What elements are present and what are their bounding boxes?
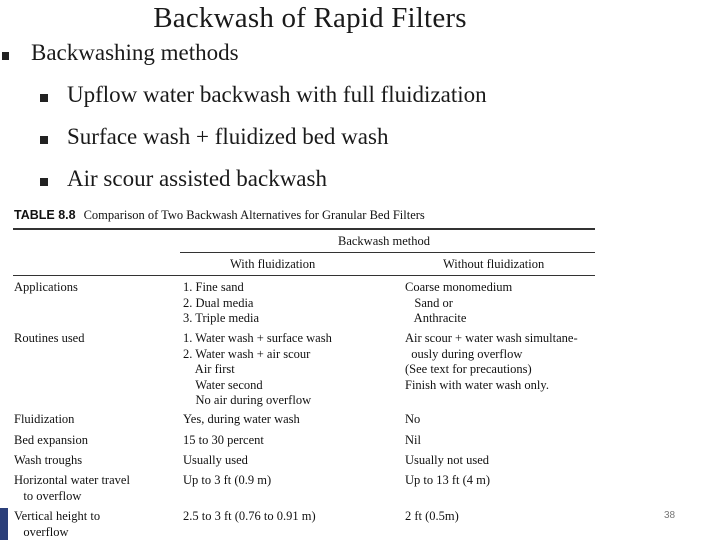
row-without-value: Usually not used [405,453,490,467]
row-with-value: Up to 3 ft (0.9 m) [183,473,272,487]
column-header-with: With fluidization [230,257,316,271]
header-bottom-rule [13,275,595,276]
table-caption-text: Comparison of Two Backwash Alternatives for Granular Bed Filters [83,208,425,222]
row-label: Wash troughs [14,453,83,467]
square-bullet-icon [40,136,48,144]
group-header-rule [180,252,595,253]
page-number: 38 [664,510,676,521]
row-without-value: Air scour + water wash simultane- ously during overflow (See text for precautions) Finish with water wash only. [405,331,578,392]
slide-title: Backwash of Rapid Filters [153,2,467,34]
row-label: Vertical height to overflow [14,509,101,539]
row-label: Fluidization [14,412,75,426]
row-without-value: Nil [405,433,421,447]
row-label: Horizontal water travel to overflow [14,473,130,503]
main-bullet-text: Backwashing methods [31,40,239,65]
group-header: Backwash method [338,234,430,248]
table-caption [14,208,425,223]
table-top-rule [13,228,595,230]
row-with-value: 15 to 30 percent [183,433,264,447]
sub-bullet-text: Air scour assisted backwash [67,166,327,191]
column-header-without: Without fluidization [443,257,545,271]
row-without-value: Up to 13 ft (4 m) [405,473,491,487]
slide-edge-decoration [0,508,8,540]
square-bullet-icon [40,94,48,102]
row-with-value: Yes, during water wash [183,412,300,426]
row-label: Routines used [14,331,85,345]
square-bullet-icon [40,178,48,186]
row-label: Bed expansion [14,433,88,447]
row-with-value: Usually used [183,453,248,467]
sub-bullet-text: Surface wash + fluidized bed wash [67,124,389,149]
row-with-value: 2.5 to 3 ft (0.76 to 0.91 m) [183,509,316,523]
square-bullet-icon [2,52,9,60]
table-label: TABLE 8.8 [14,208,76,222]
row-without-value: No [405,412,421,426]
row-label: Applications [14,280,78,294]
row-without-value: Coarse monomedium Sand or Anthracite [405,280,513,325]
sub-bullet-text: Upflow water backwash with full fluidization [67,82,487,107]
row-without-value: 2 ft (0.5m) [405,509,459,523]
row-with-value: 1. Water wash + surface wash 2. Water wash + air scour Air first Water second No air during overflow [183,331,332,407]
row-with-value: 1. Fine sand 2. Dual media 3. Triple media [183,280,260,325]
